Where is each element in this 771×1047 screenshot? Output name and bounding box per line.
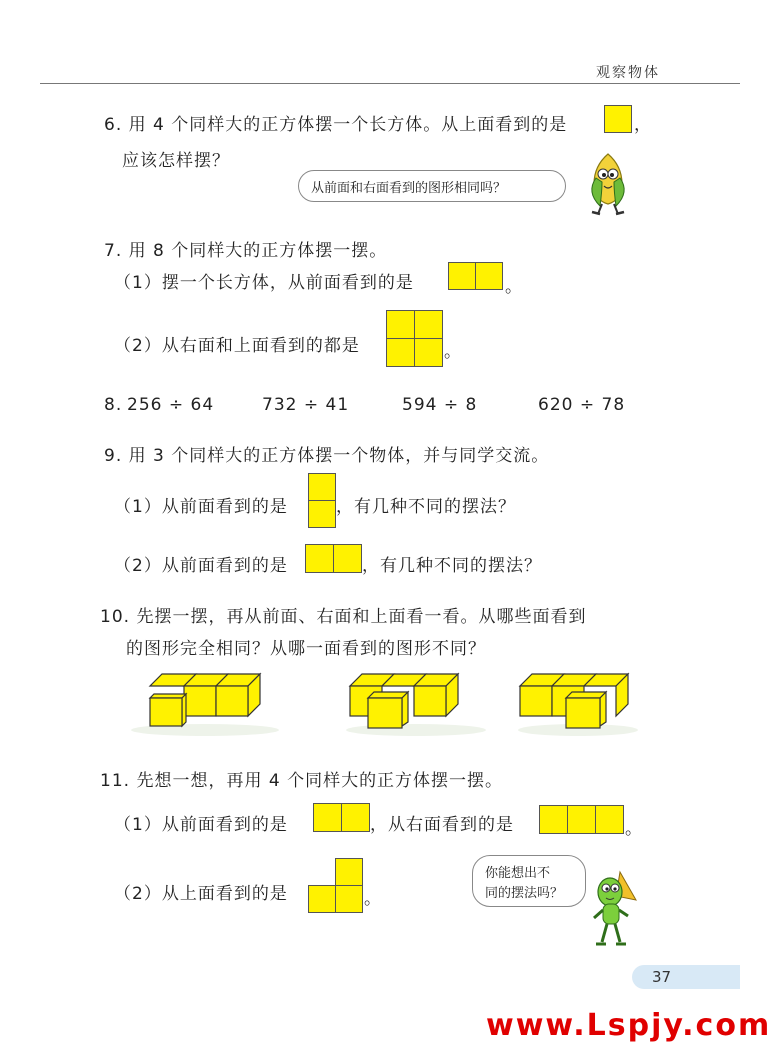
q6-line1-end: ，	[634, 115, 652, 135]
q11-title: 11. 先想一想，再用 4 个同样大的正方体摆一摆。	[100, 771, 504, 791]
page-number-tab	[632, 965, 740, 989]
cube-structure-1	[130, 672, 280, 738]
q10-line1: 10. 先摆一摆，再从前面、右面和上面看一看。从哪些面看到	[100, 607, 587, 627]
q7-front-view-cell-2	[475, 262, 503, 290]
q9-p2-cell-2	[333, 544, 362, 573]
q11-top-cell-upper	[335, 858, 363, 886]
q7-part1-end: 。	[505, 277, 523, 297]
q9-p2-cell-1	[305, 544, 334, 573]
q11-part2-end: 。	[364, 889, 382, 909]
q7-view-cell-3	[386, 338, 415, 367]
q9-part2-end: ，有几种不同的摆法？	[362, 556, 542, 576]
header-title: 观察物体	[596, 65, 660, 81]
q6-line2: 应该怎样摆？	[122, 151, 230, 171]
q11-top-cell-left	[308, 885, 336, 913]
q7-front-view-cell-1	[448, 262, 476, 290]
q9-part1: （1）从前面看到的是	[114, 497, 288, 517]
q11-part1-end: 。	[625, 819, 643, 839]
q6-line1: 6. 用 4 个同样大的正方体摆一个长方体。从上面看到的是	[104, 115, 568, 135]
q11-hint-line2: 同的摆法吗？	[485, 886, 564, 901]
q9-p1-cell-top	[308, 473, 336, 501]
q9-p1-cell-bottom	[308, 500, 336, 528]
q11-part1: （1）从前面看到的是	[114, 815, 288, 835]
q7-part2: （2）从右面和上面看到的都是	[114, 336, 360, 356]
q7-view-cell-1	[386, 310, 415, 339]
q6-hint-bubble	[298, 170, 566, 202]
q8-item-2: 732 ÷ 41	[262, 395, 350, 415]
cube-structure-3	[516, 672, 666, 738]
q11-hint-bubble	[472, 855, 586, 907]
q7-part1: （1）摆一个长方体，从前面看到的是	[114, 273, 414, 293]
q11-hint-line1: 你能想出不	[485, 866, 551, 881]
q11-top-cell-right	[335, 885, 363, 913]
watermark-text: www.Lspjy.com	[486, 1008, 771, 1043]
q7-part2-end: 。	[444, 342, 462, 362]
q8-item-4: 620 ÷ 78	[538, 395, 626, 415]
q11-part1-mid: ，从右面看到的是	[370, 815, 514, 835]
q9-title: 9. 用 3 个同样大的正方体摆一个物体，并与同学交流。	[104, 446, 550, 466]
q11-right-cell-2	[567, 805, 596, 834]
q7-view-cell-4	[414, 338, 443, 367]
q6-top-view-square	[604, 105, 632, 133]
q11-part2: （2）从上面看到的是	[114, 884, 288, 904]
q7-title: 7. 用 8 个同样大的正方体摆一摆。	[104, 241, 388, 261]
cube-structure-2	[344, 672, 494, 738]
page-number: 37	[652, 968, 672, 986]
header-rule	[40, 83, 740, 84]
q6-hint-text: 从前面和右面看到的图形相同吗？	[311, 181, 507, 196]
corn-mascot-illustration	[578, 148, 638, 216]
q11-right-cell-3	[595, 805, 624, 834]
q8-number: 8.	[104, 395, 123, 415]
q9-part2: （2）从前面看到的是	[114, 556, 288, 576]
q11-right-cell-1	[539, 805, 568, 834]
q11-front-cell-2	[341, 803, 370, 832]
q7-view-cell-2	[414, 310, 443, 339]
q11-front-cell-1	[313, 803, 342, 832]
green-mascot-illustration	[586, 866, 642, 948]
q10-line2: 的图形完全相同？从哪一面看到的图形不同？	[126, 639, 486, 659]
q8-item-3: 594 ÷ 8	[402, 395, 478, 415]
q9-part1-end: ，有几种不同的摆法？	[336, 497, 516, 517]
q8-item-1: 256 ÷ 64	[127, 395, 215, 415]
